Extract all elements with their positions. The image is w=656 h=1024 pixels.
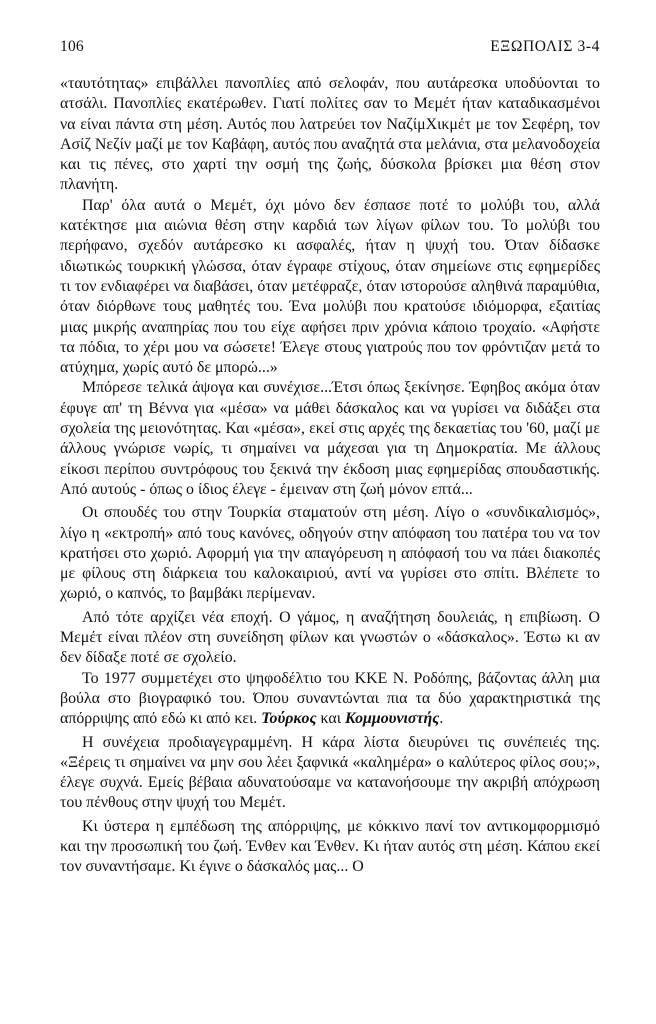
paragraph-6-text-after: . [439,710,444,728]
journal-title: ΕΞΩΠΟΛΙΣ 3-4 [490,38,600,55]
paragraph-3: Μπόρεσε τελικά άψογα και συνέχισε...Έτσι όπως ξεκίνησε. Έφηβος ακόμα όταν έφυγε απ' τη Βέννα για «μέσα» να μάθει δάσκαλος και να γυρίσει να διδάξει στα σχολεία της μειονότητας. Και «μέσα», εκεί στις αρχές της δεκαετίας του '60, μαζί με άλλους γνώρισε νωρίς, τι σημαίνει να μάχεσαι για τη Δημοκρατία. Με άλλους είκοσι περίπου συντρόφους του ξεκινά την έκδοση μιας εφημερίδας σπουδαστικής. Από αυτούς - όπως ο ίδιος έλεγε - έμειναν στη ζωή μόνον επτά... [60,379,600,498]
article-body [60,74,600,878]
paragraph-1: «ταυτότητας» επιβάλλει πανοπλίες από σελοφάν, που αυτάρεσκα υποδύονται το ατσάλι. Πανοπλίες εκατέρωθεν. Γιατί πολίτες σαν το Μεμέτ ήταν καταδικασμένοι να είναι πάντα στη μέση. Αυτός που λατρεύει τον ΝαζίμΧικμέτ με τον Σεφέρη, τον Ασίζ Νεζίν μαζί με τον Καβάφη, αυτός που αναζητά στα μελάνια, στα μελανοδοχεία και τις πένες, στο χαρτί την οσμή της ζωής, δύσκολα βρίσκει μια θέση στον πλανήτη. [60,75,600,194]
emphasis-kommounistis: Κομμουνιστής [344,710,440,728]
paragraph-8: Κι ύστερα η εμπέδωση της απόρριψης, με κόκκινο πανί τον αντικομφορμισμό και την προσωπική του ζωή. Ένθεν και Ένθεν. Κι ήταν αυτός στη μέση. Κάπου εκεί τον συναντήσαμε. Κι έγινε ο δάσκαλός μας... Ο [60,817,600,876]
paragraph-2: Παρ' όλα αυτά ο Μεμέτ, όχι μόνο δεν έσπασε ποτέ το μολύβι του, αλλά κατέκτησε μια αιώνια θέση στην καρδιά των λίγων φίλων του. Το μολύβι του περήφανο, σχεδόν αυτάρεσκο κι ασφαλές, ήταν η ψυχή του. Όταν δίδασκε ιδιωτικώς τουρκική γλώσσα, όταν έγραφε στίχους, όταν σημείωνε στις εφημερίδες τι τον ενδιαφέρει να διαβάσει, όταν μετέφραζε, όταν ιστορούσε αληθινά παραμύθια, όταν διόρθωνε τους μαθητές του. Ένα μολύβι που κρατούσε ιδιόμορφα, εξαιτίας μιας μικρής αναπηρίας που του είχε αφήσει πριν χρόνια κάποιο τροχαίο. «Αφήστε τα πόδια, το χέρι μου να σώσετε! Έλεγε στους γιατρούς που τον φρόντιζαν μετά το ατύχημα, χωρίς αυτό δε μπορώ...» [60,196,600,377]
paragraph-5: Από τότε αρχίζει νέα εποχή. Ο γάμος, η αναζήτηση δουλειάς, η επιβίωση. Ο Μεμέτ είναι πλέον στη συνείδηση φίλων και γνωστών ο «δάσκαλος». Έστω κι αν δεν δίδαξε ποτέ σε σχολείο. [60,608,600,667]
book-page [60,38,600,878]
paragraph-4: Οι σπουδές του στην Τουρκία σταματούν στη μέση. Λίγο ο «συνδικαλισμός», λίγο η «εκτροπή» από τους κανόνες, οδηγούν στην απόφαση του πατέρα του να τον κρατήσει στο χωριό. Αφορμή για την απαγόρευση η απόφασή του να πάει διακοπές με φίλους στη διάρκεια του καλοκαιριού, αντί να γυρίσει στο σπίτι. Βλέπετε το χωριό, ο καπνός, το βαμβάκι περίμεναν. [60,504,600,603]
page-number: 106 [60,38,84,55]
paragraph-6-text-before: Το 1977 συμμετέχει στο ψηφοδέλτιο του ΚΚΕ Ν. Ροδόπης, βάζοντας άλλη μια βούλα στο βιογραφικό του. Όπου συναντώνται πια τα δύο χαρακτηριστικά της απόρριψης από εδώ κι από κει. [60,669,600,728]
running-header [60,38,600,64]
paragraph-6 [60,669,600,730]
emphasis-tourkos: Τούρκος [261,710,317,728]
paragraph-6-text-middle: και [316,710,345,728]
paragraph-7: Η συνέχεια προδιαγεγραμμένη. Η κάρα λίστα διευρύνει τις συνέπειές της. «Ξέρεις τι σημαίνει να μην σου λέει ξαφνικά «καλημέρα» ο καλύτερος φίλος σου;», έλεγε συχνά. Εμείς βέβαια αδυνατούσαμε να κατανοήσουμε την ακριβή απόχρωση του πένθους στην ψυχή του Μεμέτ. [60,733,600,812]
